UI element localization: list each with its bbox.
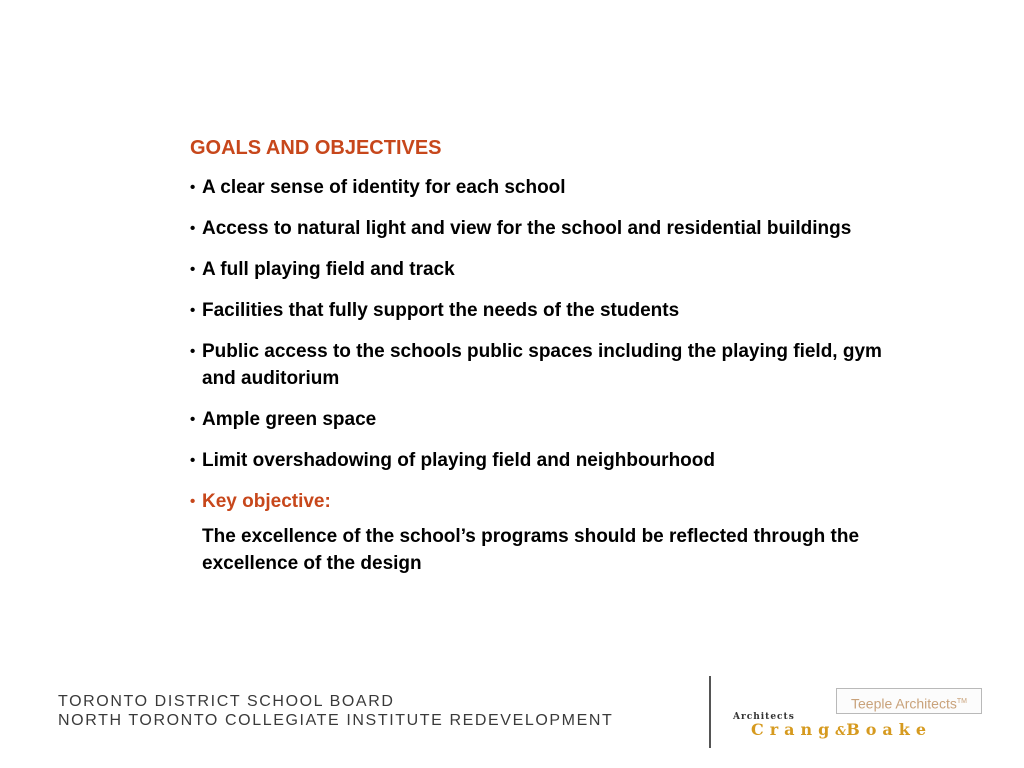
ampersand: & [835,724,847,738]
bullet-dot: • [190,261,196,278]
bullet-item [190,297,890,324]
bullet-item [190,256,890,283]
bullet-dot: • [190,343,196,360]
bullet-text: Ample green space [202,409,377,430]
bullet-item [190,174,890,201]
bullet-text: A clear sense of identity for each school [202,177,566,198]
key-objective-label: Key objective: [202,491,331,512]
footer-divider [709,676,711,748]
bullet-text: Limit overshadowing of playing field and neighbourhood [202,450,715,471]
bullet-dot: • [190,179,196,196]
bullet-text: A full playing field and track [202,259,455,280]
teeple-architects-logo [836,688,982,714]
bullet-text: Access to natural light and view for the school and residential buildings [202,218,852,239]
bullet-dot: • [190,493,196,510]
crang-text: Crang [751,720,836,739]
bullet-dot: • [190,302,196,319]
bullet-item [190,447,890,474]
teeple-name: Teeple Architects [851,695,957,712]
footer-line-2: NORTH TORONTO COLLEGIATE INSTITUTE REDEVELOPMENT [58,712,614,729]
bullet-item [190,215,890,242]
bullet-item [190,338,890,392]
footer-line-1: TORONTO DISTRICT SCHOOL BOARD [58,693,395,710]
teeple-trademark: TM [956,698,967,705]
bullet-dot: • [190,220,196,237]
bullet-text: Facilities that fully support the needs of the students [202,300,680,321]
architects-label: Architects [733,712,795,722]
footer-title [58,692,613,730]
boake-text: Boake [846,720,933,739]
bullet-dot: • [190,452,196,469]
key-objective-text: The excellence of the school’s programs should be reflected through the excellence of the design [202,526,860,574]
bullet-item [190,406,890,433]
slide-heading: GOALS AND OBJECTIVES [190,137,442,159]
crang-boake-logo [751,720,932,739]
bullet-dot: • [190,411,196,428]
key-objective-item [190,488,890,515]
bullet-text: Public access to the schools public spaces including the playing field, gym and auditorium [202,341,882,389]
slide-content [190,136,890,577]
